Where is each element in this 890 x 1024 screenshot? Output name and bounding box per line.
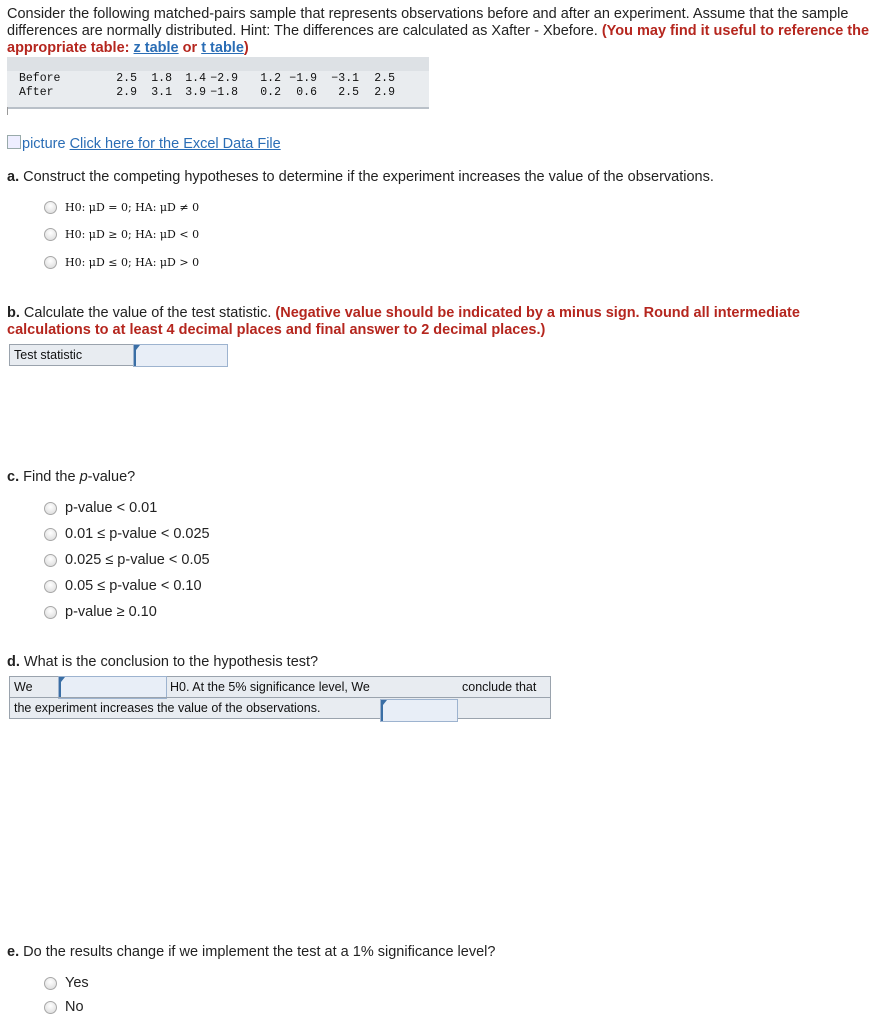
radio-button[interactable]	[44, 201, 57, 214]
pvalue-option-text: 0.05 ≤ p-value < 0.10	[65, 578, 202, 594]
radio-button[interactable]	[44, 606, 57, 619]
no-option[interactable]	[44, 999, 84, 1015]
can-select-dropdown[interactable]	[380, 699, 458, 722]
pvalue-option-text: p-value < 0.01	[65, 500, 158, 516]
image-alt-text: picture	[22, 136, 66, 152]
pvalue-option-5[interactable]	[44, 604, 157, 620]
radio-button[interactable]	[44, 1001, 57, 1014]
significance-text: H0. At the 5% significance level, We	[170, 680, 370, 694]
row-label: Before	[19, 71, 61, 85]
part-b-question: b. Calculate the value of the test statistic. (Negative value should be indicated by a minus sign. Round all intermediate calculations to at least 4 decimal places and final answer to 2 decimal places.)	[7, 305, 800, 338]
radio-button[interactable]	[44, 977, 57, 990]
table-row: After 2.9 3.1 3.9 −1.8 0.2 0.6 2.5 2.9	[19, 85, 395, 99]
table-reference-note: (You may find it useful to reference the appropriate table: z table or t table)	[7, 23, 870, 56]
pvalue-option-3[interactable]	[44, 552, 210, 568]
excel-link-row	[7, 135, 281, 152]
t-table-link[interactable]: t table	[201, 40, 244, 56]
part-d-question: d. What is the conclusion to the hypothesis test?	[7, 654, 319, 670]
data-table	[7, 57, 429, 109]
excel-data-link[interactable]: Click here for the Excel Data File	[69, 136, 281, 152]
radio-button[interactable]	[44, 528, 57, 541]
conclusion-box	[9, 676, 551, 719]
row-label: After	[19, 85, 54, 99]
pvalue-option-2[interactable]	[44, 526, 210, 542]
conclude-text: conclude that	[462, 680, 537, 694]
radio-button[interactable]	[44, 228, 57, 241]
broken-image-icon	[7, 135, 21, 149]
intro-text: Consider the following matched-pairs sample that represents observations before and after an experiment. Assume that the sample differences are normally distributed. Hint: The differences are calculated as Xafter - Xbefore.	[7, 6, 849, 39]
conclusion-tail-text: the experiment increases the value of the observations.	[14, 701, 321, 715]
yes-option[interactable]	[44, 975, 89, 991]
pvalue-option-text: p-value ≥ 0.10	[65, 604, 157, 620]
hypothesis-text: H0: μD = 0; HA: μD ≠ 0	[65, 201, 200, 214]
table-divider	[7, 107, 8, 115]
part-a-question: a. Construct the competing hypotheses to determine if the experiment increases the value of the observations.	[7, 169, 714, 185]
hypothesis-text: H0: μD ≥ 0; HA: μD < 0	[65, 228, 200, 241]
table-row: Before 2.5 1.8 1.4 −2.9 1.2 −1.9 −3.1 2.5	[19, 71, 395, 85]
reject-select-dropdown[interactable]	[58, 676, 167, 699]
we-label: We	[14, 680, 33, 694]
yes-label: Yes	[65, 975, 89, 991]
radio-button[interactable]	[44, 256, 57, 269]
hypothesis-text: H0: μD ≤ 0; HA: μD > 0	[65, 256, 200, 269]
hypothesis-option-3[interactable]	[44, 256, 199, 269]
test-statistic-row	[9, 344, 227, 366]
part-e-question: e. Do the results change if we implement the test at a 1% significance level?	[7, 944, 496, 960]
no-label: No	[65, 999, 84, 1015]
radio-button[interactable]	[44, 580, 57, 593]
problem-intro	[7, 6, 883, 57]
radio-button[interactable]	[44, 554, 57, 567]
test-statistic-input[interactable]	[133, 344, 228, 367]
pvalue-option-text: 0.025 ≤ p-value < 0.05	[65, 552, 210, 568]
hypothesis-option-2[interactable]	[44, 228, 199, 241]
test-statistic-label: Test statistic	[14, 348, 83, 362]
pvalue-option-1[interactable]	[44, 500, 157, 516]
hypothesis-option-1[interactable]	[44, 201, 199, 214]
radio-button[interactable]	[44, 502, 57, 515]
pvalue-option-text: 0.01 ≤ p-value < 0.025	[65, 526, 210, 542]
pvalue-option-4[interactable]	[44, 578, 202, 594]
part-c-question: c. Find the p-value?	[7, 469, 136, 485]
z-table-link[interactable]: z table	[133, 40, 179, 56]
